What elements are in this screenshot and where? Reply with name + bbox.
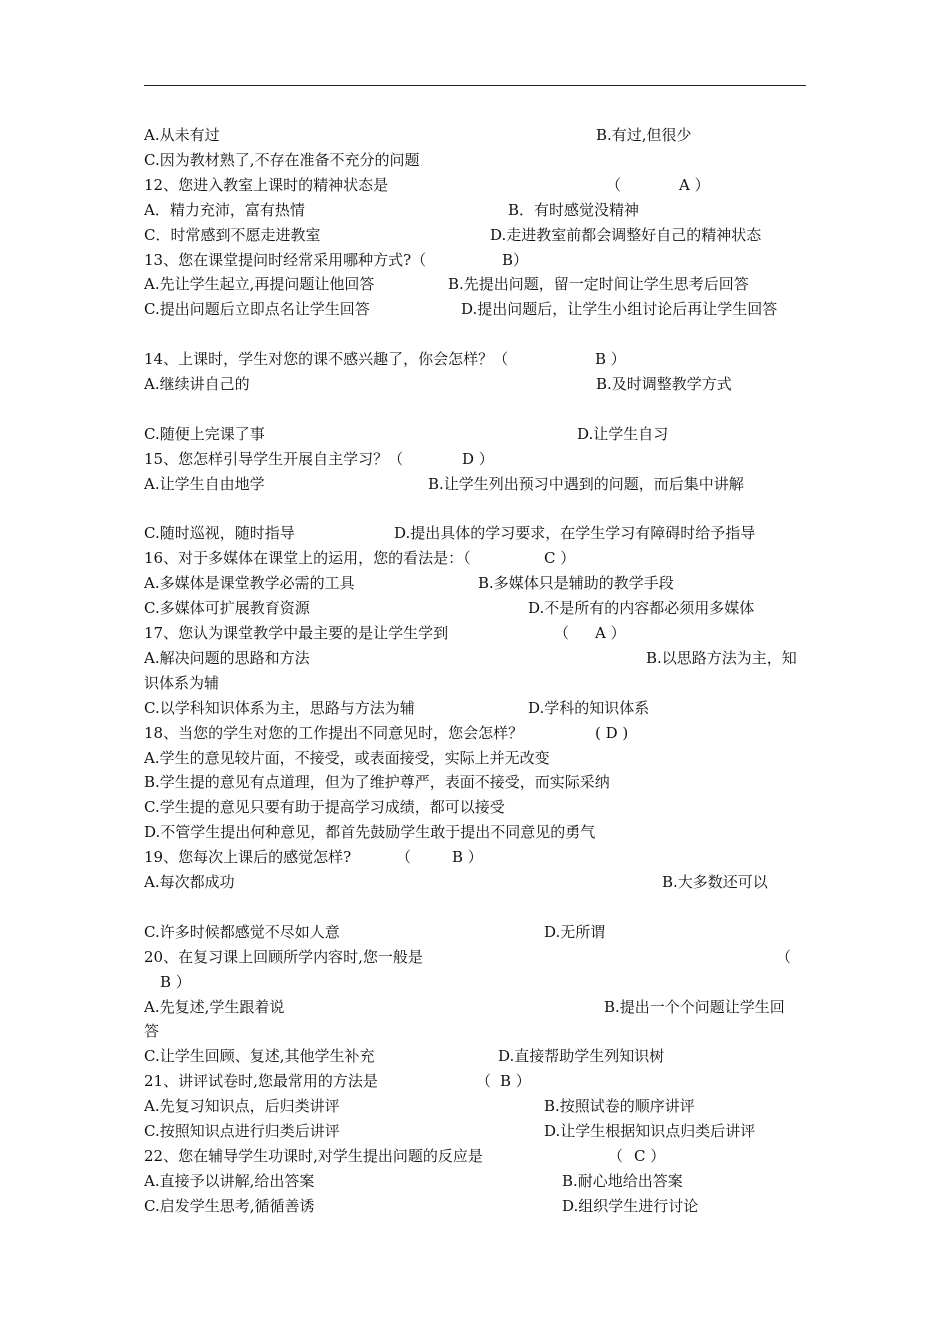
text-line xyxy=(144,297,806,321)
text-segment: B.多媒体只是辅助的教学手段 xyxy=(478,574,674,593)
text-line xyxy=(144,422,806,446)
text-line xyxy=(144,970,806,994)
text-segment: 识体系为辅 xyxy=(144,673,220,692)
text-line xyxy=(144,770,806,794)
text-line xyxy=(144,746,806,770)
text-line xyxy=(144,845,806,869)
text-segment: （ xyxy=(608,1146,624,1165)
text-line xyxy=(144,1144,806,1168)
text-line xyxy=(144,920,806,944)
text-segment: C.启发学生思考,循循善诱 xyxy=(144,1196,315,1215)
text-line xyxy=(144,596,806,620)
text-line xyxy=(144,397,806,421)
text-segment: A.解决问题的思路和方法 xyxy=(144,648,310,667)
text-segment: B ） xyxy=(452,848,483,867)
text-line xyxy=(144,173,806,197)
text-segment: B.学生提的意见有点道理，但为了维护尊严，表面不接受，而实际采纳 xyxy=(144,773,610,792)
text-line xyxy=(144,1169,806,1193)
text-segment: 17、您认为课堂教学中最主要的是让学生学到 xyxy=(144,624,449,642)
text-segment: C.提出问题后立即点名让学生回答 xyxy=(144,300,370,319)
text-segment: D.学科的知识体系 xyxy=(528,698,650,717)
text-line xyxy=(144,497,806,521)
text-line xyxy=(144,248,806,272)
text-segment: D.让学生自习 xyxy=(577,424,669,443)
text-segment: C ） xyxy=(544,549,576,568)
text-segment: 15、您怎样引导学生开展自主学习？（ xyxy=(144,449,404,468)
text-segment: （ xyxy=(776,947,792,966)
text-line xyxy=(144,1119,806,1143)
text-segment: 19、您每次上课后的感觉怎样? xyxy=(144,848,352,867)
text-segment: B．有时感觉没精神 xyxy=(508,200,640,219)
text-segment: （ xyxy=(396,848,412,867)
text-segment: C.多媒体可扩展教育资源 xyxy=(144,599,310,618)
text-segment: C.学生提的意见只要有助于提高学习成绩，都可以接受 xyxy=(144,798,505,817)
text-segment: B.及时调整教学方式 xyxy=(596,375,732,393)
text-segment: D.不管学生提出何种意见，都首先鼓励学生敢于提出不同意见的勇气 xyxy=(144,823,596,842)
text-segment: B） xyxy=(502,250,529,269)
text-segment: A.学生的意见较片面，不接受，或表面接受，实际上并无改变 xyxy=(144,748,550,767)
text-line xyxy=(144,870,806,894)
text-segment: D ） xyxy=(462,449,494,468)
text-line xyxy=(144,696,806,720)
text-segment: C.因为教材熟了,不存在准备不充分的问题 xyxy=(144,150,420,169)
text-line xyxy=(144,223,806,247)
text-segment: 22、您在辅导学生功课时,对学生提出问题的反应是 xyxy=(144,1146,483,1165)
text-segment: B.先提出问题，留一定时间让学生思考后回答 xyxy=(448,275,749,294)
text-segment: （ xyxy=(554,624,570,642)
text-segment: B.提出一个个问题让学生回 xyxy=(604,997,785,1016)
text-segment: A.先复述,学生跟着说 xyxy=(144,997,285,1016)
text-line xyxy=(144,671,806,695)
text-segment: D.无所谓 xyxy=(544,922,606,941)
text-line xyxy=(144,447,806,471)
text-line xyxy=(144,148,806,172)
text-segment: C ） xyxy=(634,1146,666,1165)
text-segment: D.组织学生进行讨论 xyxy=(562,1196,699,1215)
text-segment: D.走进教室前都会调整好自己的精神状态 xyxy=(490,225,762,244)
text-segment: C.让学生回顾、复述,其他学生补充 xyxy=(144,1047,375,1066)
text-segment: A.多媒体是课堂教学必需的工具 xyxy=(144,574,355,593)
text-segment: B.按照试卷的顺序讲评 xyxy=(544,1097,695,1116)
text-line xyxy=(144,472,806,496)
text-segment: A ） xyxy=(679,175,710,194)
text-segment: （ xyxy=(606,175,622,194)
text-line xyxy=(144,372,806,396)
text-line xyxy=(144,347,806,371)
text-segment: B.耐心地给出答案 xyxy=(562,1171,683,1190)
text-segment: 21、讲评试卷时,您最常用的方法是 xyxy=(144,1072,378,1091)
text-segment: B ） xyxy=(595,350,626,369)
text-segment: D.让学生根据知识点归类后讲评 xyxy=(544,1122,756,1140)
text-line xyxy=(144,571,806,595)
text-segment: A.先让学生起立,再提问题让他回答 xyxy=(144,275,375,294)
text-segment: C．时常感到不愿走进教室 xyxy=(144,225,321,244)
text-line xyxy=(144,1194,806,1218)
text-segment: B.以思路方法为主，知 xyxy=(646,648,797,667)
text-line xyxy=(144,521,806,545)
text-segment: 14、上课时，学生对您的课不感兴趣了，你会怎样？（ xyxy=(144,350,509,369)
text-segment: A.先复习知识点，后归类讲评 xyxy=(144,1097,340,1116)
text-segment: B ） xyxy=(160,972,191,991)
text-segment: 12、您进入教室上课时的精神状态是 xyxy=(144,175,389,194)
text-segment: D.提出具体的学习要求，在学生学习有障碍时给予指导 xyxy=(394,524,756,543)
text-line xyxy=(144,621,806,645)
text-line xyxy=(144,1019,806,1043)
text-line xyxy=(144,1044,806,1068)
text-segment: （ xyxy=(476,1072,492,1091)
text-line xyxy=(144,1094,806,1118)
text-segment: B.有过,但很少 xyxy=(596,126,692,144)
text-segment: C.随便上完课了事 xyxy=(144,424,265,443)
text-segment: A ） xyxy=(595,624,626,642)
text-segment: 答 xyxy=(144,1022,160,1041)
text-line xyxy=(144,546,806,570)
text-line xyxy=(144,1069,806,1093)
text-segment: D.不是所有的内容都必须用多媒体 xyxy=(528,599,755,618)
text-segment: B ） xyxy=(500,1072,531,1091)
text-segment: C.以学科知识体系为主，思路与方法为辅 xyxy=(144,698,415,717)
text-segment: 20、在复习课上回顾所学内容时,您一般是 xyxy=(144,947,423,966)
text-segment: ( D ) xyxy=(595,723,629,742)
text-segment: A.每次都成功 xyxy=(144,873,235,891)
text-segment: D.直接帮助学生列知识树 xyxy=(498,1047,665,1066)
text-line xyxy=(144,322,806,346)
text-segment: A.让学生自由地学 xyxy=(144,474,265,493)
text-segment: B.大多数还可以 xyxy=(662,873,768,891)
text-line xyxy=(144,272,806,296)
text-segment: 16、对于多媒体在课堂上的运用，您的看法是：（ xyxy=(144,549,471,568)
text-line xyxy=(144,895,806,919)
text-segment: C.许多时候都感觉不尽如人意 xyxy=(144,922,340,941)
header-rule xyxy=(144,85,806,86)
text-line xyxy=(144,945,806,969)
text-segment: C.随时巡视，随时指导 xyxy=(144,524,295,543)
text-line xyxy=(144,820,806,844)
text-segment: B.让学生列出预习中遇到的问题，而后集中讲解 xyxy=(428,474,744,493)
text-segment: A．精力充沛，富有热情 xyxy=(144,200,305,219)
text-segment: A.继续讲自己的 xyxy=(144,375,250,393)
text-line xyxy=(144,123,806,147)
text-segment: A.从未有过 xyxy=(144,126,220,144)
text-segment: A.直接予以讲解,给出答案 xyxy=(144,1171,315,1190)
text-line xyxy=(144,795,806,819)
text-segment: 13、您在课堂提问时经常采用哪种方式?（ xyxy=(144,250,427,269)
text-segment: D.提出问题后，让学生小组讨论后再让学生回答 xyxy=(461,300,778,319)
text-line xyxy=(144,646,806,670)
text-line xyxy=(144,995,806,1019)
text-line xyxy=(144,721,806,745)
text-line xyxy=(144,198,806,222)
text-segment: 18、当您的学生对您的工作提出不同意见时，您会怎样？ xyxy=(144,723,524,742)
text-segment: C.按照知识点进行归类后讲评 xyxy=(144,1122,340,1140)
